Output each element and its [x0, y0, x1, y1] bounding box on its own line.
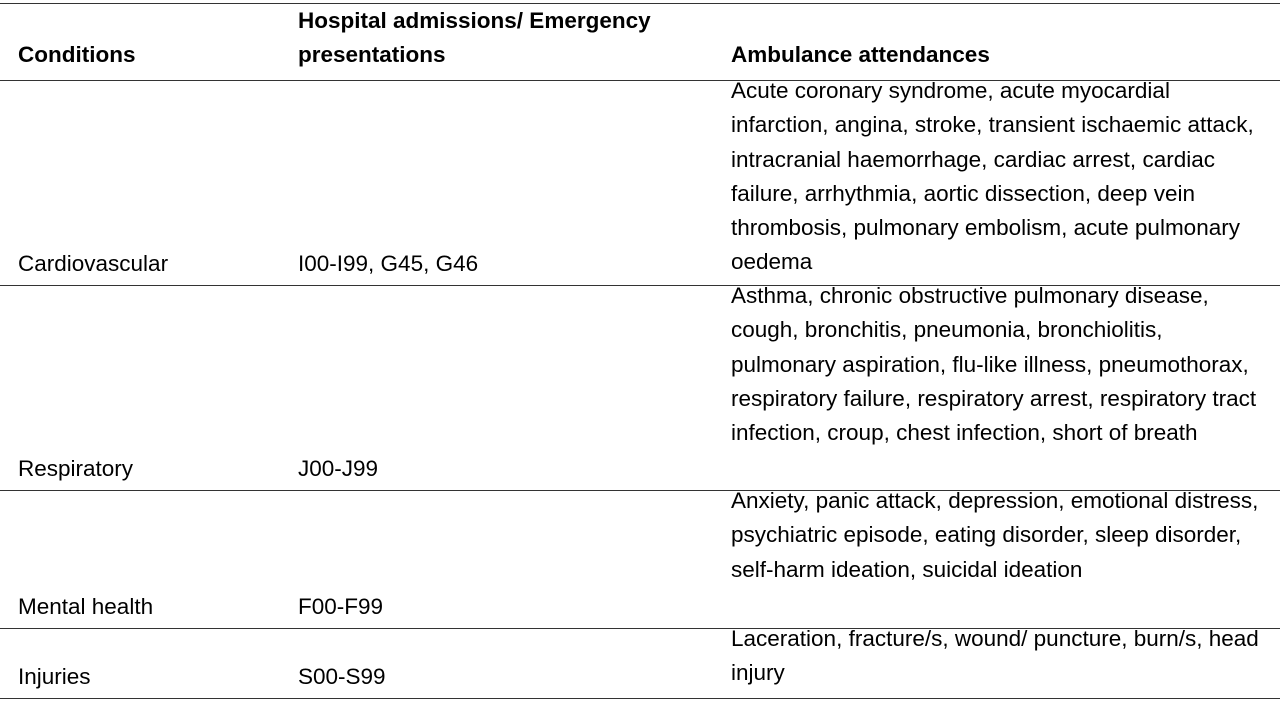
ambulance-cell: Anxiety, panic attack, depression, emotional distress, psychiatric episode, eating disorder, sleep disorder, self-harm ideation, suicidal ideation: [731, 488, 1259, 582]
codes-cell: I00-I99, G45, G46: [298, 250, 479, 276]
table-row: [0, 74, 1280, 283]
table-bottom-rule: [0, 698, 1280, 699]
codes-cell: S00-S99: [298, 663, 386, 689]
ambulance-cell: Asthma, chronic obstructive pulmonary disease, cough, bronchitis, pneumonia, bronchiolitis, pulmonary aspiration, flu-like illness, pneumothorax, respiratory failure, respiratory arrest, respiratory tract infection, croup, chest infection, short of breath: [731, 283, 1257, 446]
condition-cell: Injuries: [18, 663, 91, 689]
codes-cell: J00-J99: [298, 455, 379, 481]
header-hospital-admissions: Hospital admissions/ Emergency presentations: [298, 8, 651, 67]
table-row: [0, 279, 1280, 488]
condition-cell: Cardiovascular: [18, 250, 169, 276]
ambulance-cell: Acute coronary syndrome, acute myocardial infarction, angina, stroke, transient ischaemic attack, intracranial haemorrhage, cardiac arrest, cardiac failure, arrhythmia, aortic dissection, deep vein thrombosis, pulmonary embolism, acute pulmonary oedema: [731, 78, 1254, 275]
codes-cell: F00-F99: [298, 593, 384, 619]
table-row: [0, 622, 1280, 696]
header-ambulance-attendances: Ambulance attendances: [731, 42, 990, 67]
ambulance-cell: Laceration, fracture/s, wound/ puncture, burn/s, head injury: [731, 626, 1259, 686]
table-row: [0, 484, 1280, 626]
condition-cell: Mental health: [18, 593, 154, 619]
header-conditions: Conditions: [18, 42, 136, 67]
condition-cell: Respiratory: [18, 455, 134, 481]
